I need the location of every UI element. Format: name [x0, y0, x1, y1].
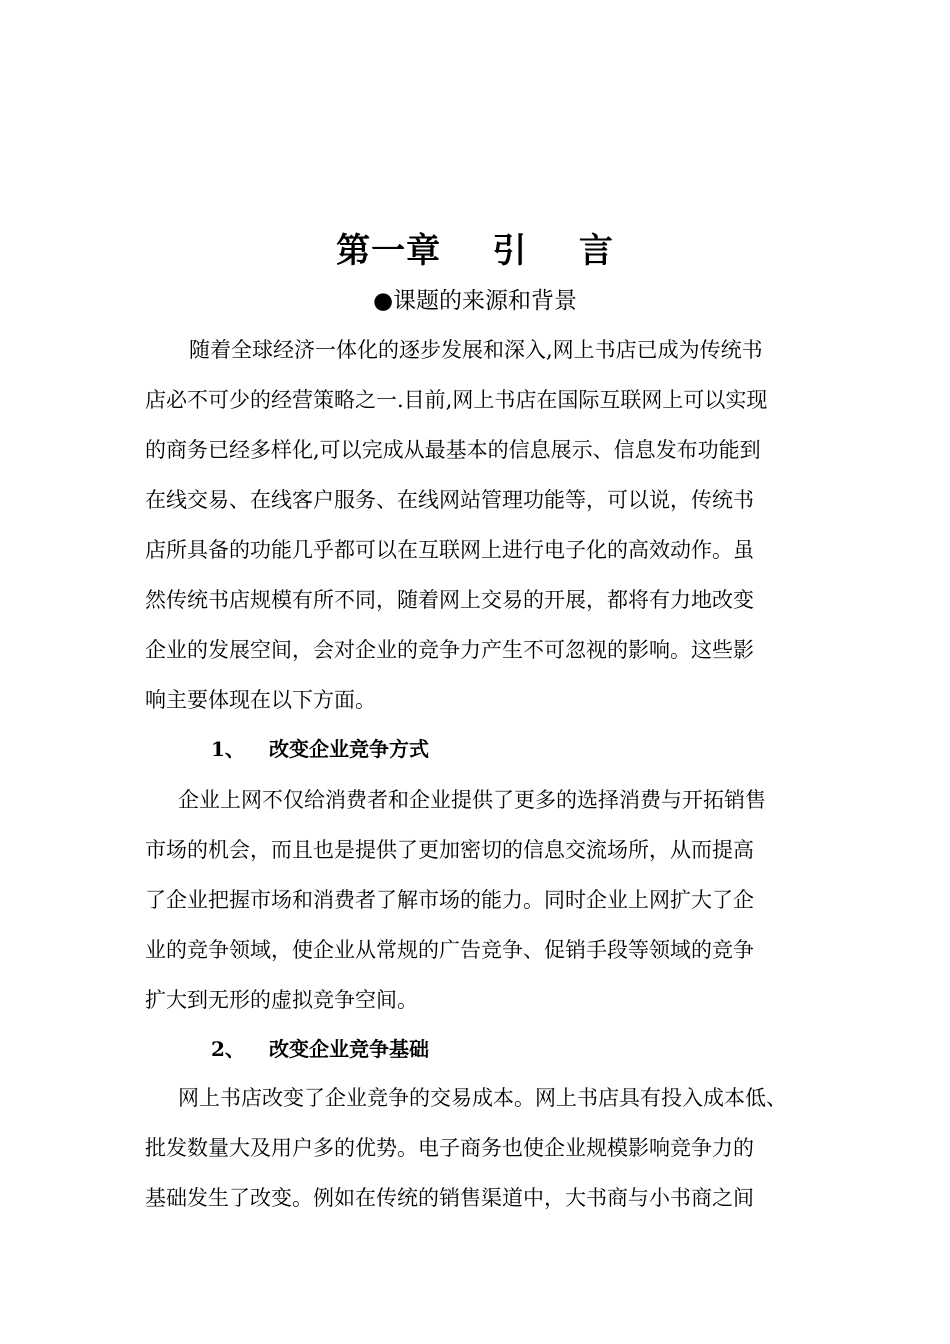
- paragraph-line: 店所具备的功能几乎都可以在互联网上进行电子化的高效动作。虽: [145, 538, 754, 562]
- paragraph-line: 业的竞争领域，使企业从常规的广告竞争、促销手段等领域的竞争: [145, 938, 754, 962]
- subheading-text: 改变企业竞争基础: [269, 1037, 429, 1061]
- paragraph-line: 企业的发展空间，会对企业的竞争力产生不可忽视的影响。这些影: [145, 638, 754, 662]
- section-heading: ●课题的来源和背景: [372, 288, 578, 314]
- paragraph-line: 响主要体现在以下方面。: [145, 688, 376, 712]
- paragraph-line: 随着全球经济一体化的逐步发展和深入,网上书店已成为传统书: [189, 338, 763, 362]
- paragraph-line: 然传统书店规模有所不同，随着网上交易的开展，都将有力地改变: [145, 588, 754, 612]
- paragraph-line: 在线交易、在线客户服务、在线网站管理功能等，可以说，传统书: [145, 488, 754, 512]
- paragraph-line: 企业上网不仅给消费者和企业提供了更多的选择消费与开拓销售: [178, 788, 766, 812]
- subheading-number: 2、: [211, 1037, 245, 1061]
- paragraph-line: 店必不可少的经营策略之一.目前,网上书店在国际互联网上可以实现: [145, 388, 768, 412]
- paragraph-line: 基础发生了改变。例如在传统的销售渠道中，大书商与小书商之间: [145, 1186, 754, 1210]
- subheading-number: 1、: [211, 737, 245, 761]
- paragraph-line: 市场的机会，而且也是提供了更加密切的信息交流场所，从而提高: [145, 838, 754, 862]
- subheading-text: 改变企业竞争方式: [269, 737, 429, 761]
- paragraph-line: 扩大到无形的虚拟竞争空间。: [145, 988, 418, 1012]
- paragraph-line: 网上书店改变了企业竞争的交易成本。网上书店具有投入成本低、: [178, 1086, 787, 1110]
- paragraph-line: 了企业把握市场和消费者了解市场的能力。同时企业上网扩大了企: [145, 888, 754, 912]
- paragraph-line: 的商务已经多样化,可以完成从最基本的信息展示、信息发布功能到: [145, 438, 761, 462]
- paragraph-line: 批发数量大及用户多的优势。电子商务也使企业规模影响竞争力的: [145, 1136, 754, 1160]
- chapter-title: 第一章 引 言: [336, 231, 614, 271]
